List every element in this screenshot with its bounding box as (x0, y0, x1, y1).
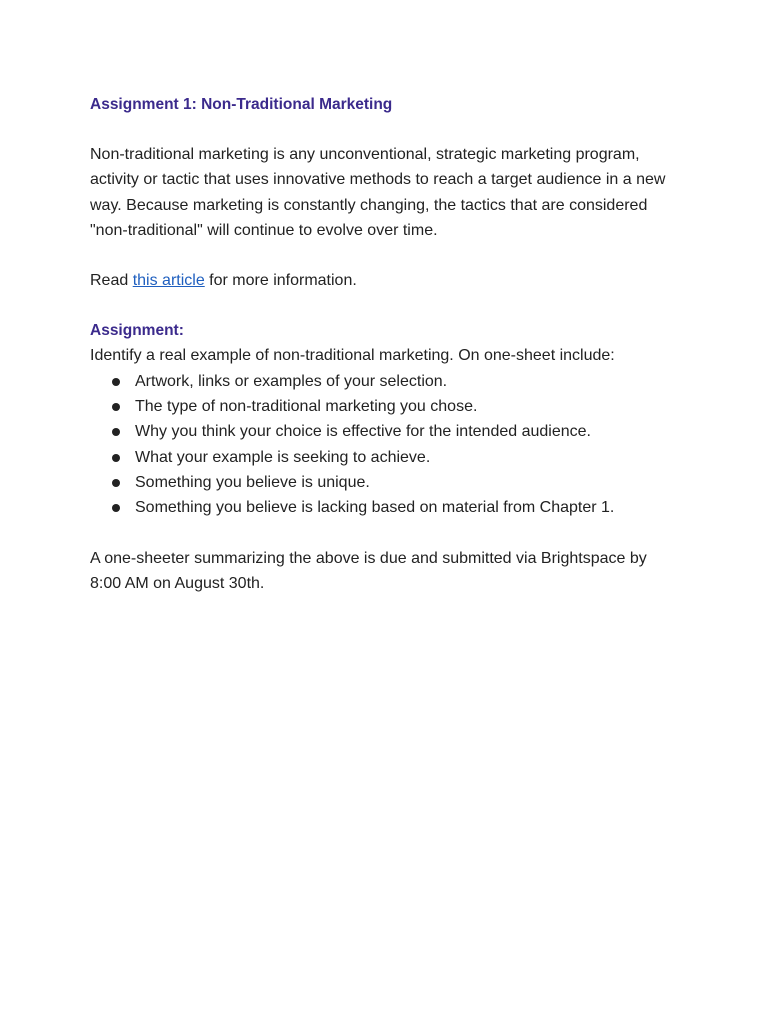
list-item (110, 470, 678, 495)
read-article-paragraph (90, 268, 678, 293)
list-item-text: Why you think your choice is effective for the intended audience. (135, 423, 591, 441)
due-paragraph: A one-sheeter summarizing the above is due and submitted via Brightspace by 8:00 AM on August 30th. (90, 549, 647, 592)
list-item-text: Something you believe is unique. (135, 473, 370, 491)
bullet-icon (112, 378, 120, 386)
list-item (110, 445, 678, 470)
bullet-icon (112, 504, 120, 512)
read-suffix: for more information. (204, 272, 357, 290)
assignment-heading: Assignment: (90, 322, 184, 340)
requirements-list (90, 369, 678, 521)
list-item-text: Something you believe is lacking based on material from Chapter 1. (135, 499, 615, 517)
bullet-icon (112, 428, 120, 436)
assignment-intro: Identify a real example of non-traditional marketing. On one-sheet include: (90, 347, 615, 365)
list-item (110, 369, 678, 394)
bullet-icon (112, 479, 120, 487)
list-item (110, 419, 678, 444)
bullet-icon (112, 454, 120, 462)
list-item-text: The type of non-traditional marketing you chose. (135, 398, 478, 416)
list-item-text: What your example is seeking to achieve. (135, 448, 431, 466)
bullet-icon (112, 403, 120, 411)
intro-paragraph: Non-traditional marketing is any unconventional, strategic marketing program, activity or tactic that uses innovative methods to reach a target audience in a new way. Because marketing is constantly changing, the tactics that are considered "non-traditional" will continue to evolve over time. (90, 146, 666, 239)
list-item (110, 495, 678, 520)
document-title: Assignment 1: Non-Traditional Marketing (90, 96, 393, 113)
list-item (110, 394, 678, 419)
article-link[interactable]: this article (132, 272, 205, 290)
read-prefix: Read (90, 272, 133, 290)
list-item-text: Artwork, links or examples of your selection. (135, 372, 448, 390)
